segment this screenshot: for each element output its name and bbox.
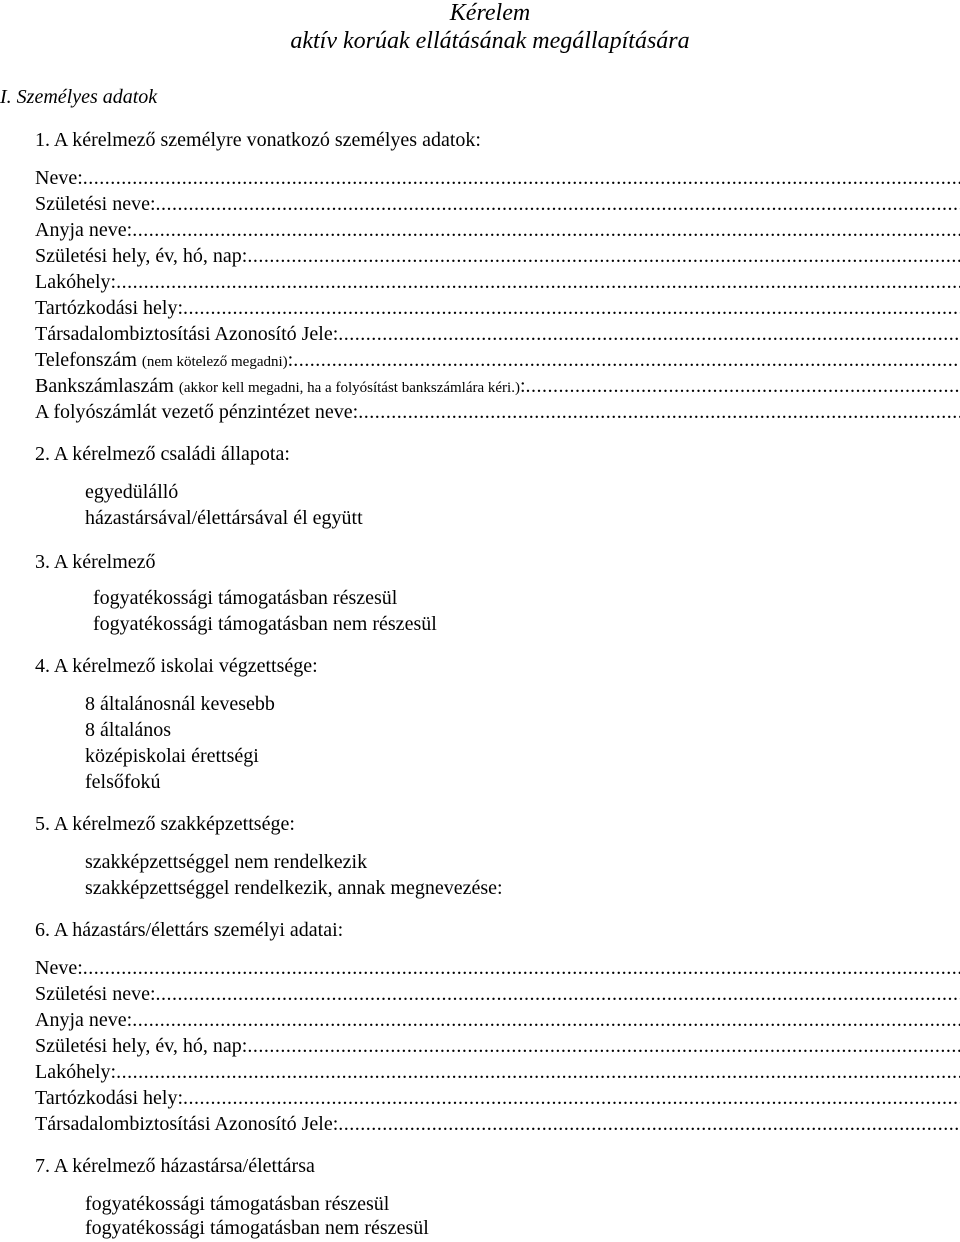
field-suffix: : bbox=[519, 375, 526, 397]
question-7: 7. A kérelmező házastársa/élettársa bbox=[35, 1155, 315, 1177]
spouse-field-mother-name[interactable] bbox=[35, 1008, 960, 1032]
question-3: 3. A kérelmező bbox=[35, 551, 156, 573]
option-disability-support-no[interactable]: fogyatékossági támogatásban nem részesül bbox=[93, 613, 437, 635]
spouse-field-taj[interactable] bbox=[35, 1112, 960, 1136]
question-6: 6. A házastárs/élettárs személyi adatai: bbox=[35, 919, 344, 941]
field-label: Neve: bbox=[35, 957, 83, 979]
field-label: Anyja neve: bbox=[35, 1009, 133, 1031]
option-edu-secondary[interactable]: középiskolai érettségi bbox=[85, 745, 259, 767]
spouse-field-stay-place[interactable] bbox=[35, 1086, 960, 1110]
option-spouse-disability-support-yes[interactable]: fogyatékossági támogatásban részesül bbox=[85, 1193, 390, 1215]
spouse-field-birth-name[interactable] bbox=[35, 982, 960, 1006]
option-living-with-partner[interactable]: házastársával/élettársával él együtt bbox=[85, 507, 363, 529]
field-label: Bankszámlaszám bbox=[35, 375, 174, 397]
question-2: 2. A kérelmező családi állapota: bbox=[35, 443, 290, 465]
fill-in-line[interactable] bbox=[156, 982, 960, 1006]
fill-in-line[interactable] bbox=[338, 1112, 960, 1136]
field-label: Születési neve: bbox=[35, 193, 156, 215]
fill-in-line[interactable] bbox=[293, 348, 960, 374]
field-stay-place[interactable] bbox=[35, 296, 960, 320]
question-1: 1. A kérelmező személyre vonatkozó személyes adatok: bbox=[35, 129, 481, 151]
fill-in-line[interactable] bbox=[358, 400, 960, 424]
field-label: Lakóhely: bbox=[35, 271, 117, 293]
field-label: Tartózkodási hely: bbox=[35, 297, 183, 319]
fill-in-line[interactable] bbox=[156, 192, 960, 216]
question-4: 4. A kérelmező iskolai végzettsége: bbox=[35, 655, 318, 677]
option-edu-higher[interactable]: felsőfokú bbox=[85, 771, 161, 793]
field-residence[interactable] bbox=[35, 270, 960, 294]
document-title: Kérelem bbox=[449, 0, 531, 26]
field-birth-place-date[interactable] bbox=[35, 244, 960, 268]
field-label: A folyószámlát vezető pénzintézet neve: bbox=[35, 401, 359, 423]
field-bank-account[interactable] bbox=[35, 374, 960, 400]
fill-in-line[interactable] bbox=[183, 1086, 960, 1110]
field-note: (nem kötelező megadni) bbox=[141, 354, 288, 370]
fill-in-line[interactable] bbox=[116, 270, 960, 294]
fill-in-line[interactable] bbox=[247, 244, 960, 268]
field-taj[interactable] bbox=[35, 322, 960, 346]
option-edu-8[interactable]: 8 általános bbox=[85, 719, 172, 741]
spouse-field-residence[interactable] bbox=[35, 1060, 960, 1084]
fill-in-line[interactable] bbox=[526, 374, 960, 400]
section-heading: I. Személyes adatok bbox=[0, 86, 158, 108]
field-label: Neve: bbox=[35, 167, 83, 189]
field-label: Születési hely, év, hó, nap: bbox=[35, 245, 248, 267]
option-single[interactable]: egyedülálló bbox=[85, 481, 179, 503]
field-bank-name[interactable] bbox=[35, 400, 960, 424]
fill-in-line[interactable] bbox=[132, 1008, 960, 1032]
spouse-field-name[interactable] bbox=[35, 956, 960, 980]
field-phone[interactable] bbox=[35, 348, 960, 374]
field-note: (akkor kell megadni, ha a folyósítást bankszámlára kéri.) bbox=[178, 380, 520, 396]
field-mother-name[interactable] bbox=[35, 218, 960, 242]
option-edu-less-than-8[interactable]: 8 általánosnál kevesebb bbox=[85, 693, 275, 715]
option-has-qualification[interactable]: szakképzettséggel rendelkezik, annak megnevezése: bbox=[85, 877, 503, 899]
fill-in-line[interactable] bbox=[247, 1034, 960, 1058]
fill-in-line[interactable] bbox=[183, 296, 960, 320]
fill-in-line[interactable] bbox=[132, 218, 960, 242]
fill-in-line[interactable] bbox=[338, 322, 960, 346]
field-label: Telefonszám bbox=[35, 349, 137, 371]
field-label: Tartózkodási hely: bbox=[35, 1087, 183, 1109]
option-disability-support-yes[interactable]: fogyatékossági támogatásban részesül bbox=[93, 587, 398, 609]
field-label: Születési hely, év, hó, nap: bbox=[35, 1035, 248, 1057]
document-subtitle: aktív korúak ellátásának megállapítására bbox=[290, 28, 690, 54]
fill-in-line[interactable] bbox=[116, 1060, 960, 1084]
field-label: Társadalombiztosítási Azonosító Jele: bbox=[35, 1113, 339, 1135]
fill-in-line[interactable] bbox=[83, 166, 960, 190]
field-label: Születési neve: bbox=[35, 983, 156, 1005]
field-suffix: : bbox=[287, 349, 294, 371]
fill-in-line[interactable] bbox=[83, 956, 960, 980]
field-label: Társadalombiztosítási Azonosító Jele: bbox=[35, 323, 339, 345]
field-name[interactable] bbox=[35, 166, 960, 190]
spouse-field-birth-place-date[interactable] bbox=[35, 1034, 960, 1058]
question-5: 5. A kérelmező szakképzettsége: bbox=[35, 813, 295, 835]
option-spouse-disability-support-no[interactable]: fogyatékossági támogatásban nem részesül bbox=[85, 1217, 429, 1239]
field-birth-name[interactable] bbox=[35, 192, 960, 216]
field-label: Lakóhely: bbox=[35, 1061, 117, 1083]
option-no-qualification[interactable]: szakképzettséggel nem rendelkezik bbox=[85, 851, 368, 873]
field-label: Anyja neve: bbox=[35, 219, 133, 241]
